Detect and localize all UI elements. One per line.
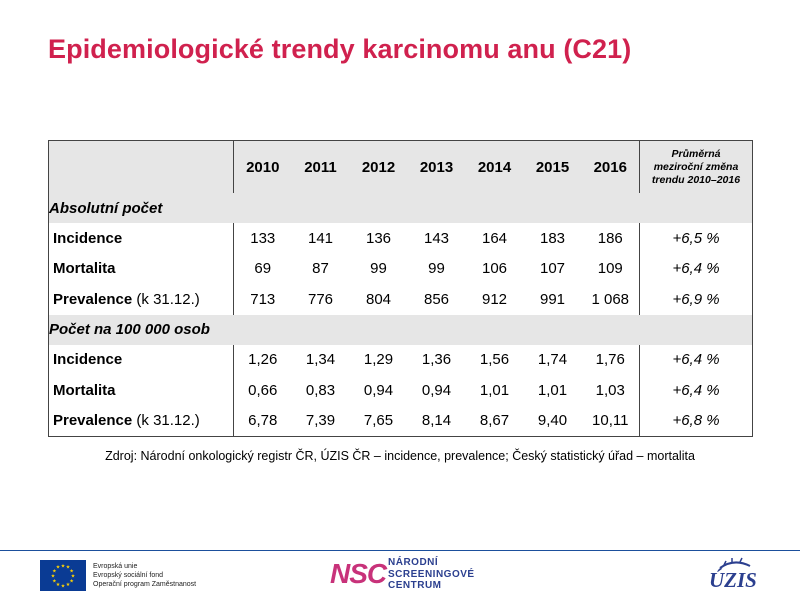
value-cell: 1,01 (479, 381, 510, 399)
eu-star-icon: ★ (55, 564, 61, 571)
trend-cell: +6,8 % (640, 406, 753, 437)
value-cell: 107 (539, 260, 566, 278)
value-cell: 87 (312, 260, 329, 278)
eu-star-icon: ★ (55, 581, 61, 588)
value-cell: 776 (307, 290, 334, 308)
eu-star-icon: ★ (52, 568, 57, 575)
trend-cell: +6,4 % (640, 345, 753, 376)
nsc-letters: NSC (330, 558, 387, 589)
trend-header-line: meziroční změna (653, 160, 739, 173)
nsc-line: CENTRUM (388, 580, 442, 591)
value-cell: 109 (597, 260, 623, 278)
value-cell: 991 (539, 290, 566, 308)
nsc-line: NÁRODNÍ (388, 557, 439, 568)
row-label-main: Prevalence (53, 290, 133, 308)
value-cell: 7,39 (305, 412, 336, 430)
value-cell: 99 (428, 260, 445, 278)
section-label: Absolutní počet (49, 193, 753, 223)
row-label-main: Incidence (53, 351, 123, 369)
eu-text (93, 562, 196, 589)
value-cell: 10,11 (592, 412, 629, 430)
trend-cell: +6,9 % (640, 284, 753, 315)
value-cell: 1,26 (248, 351, 278, 369)
eu-star-icon: ★ (60, 583, 66, 590)
row-label-main: Mortalita (53, 381, 116, 399)
value-cell: 1,56 (479, 351, 510, 369)
value-cell: 1 068 (591, 290, 630, 308)
table-row (49, 375, 753, 406)
table-row (49, 345, 753, 376)
eu-star-icon: ★ (60, 563, 66, 570)
trend-header (640, 141, 753, 194)
table-row (49, 254, 753, 285)
year-header: 2010 (234, 141, 292, 194)
eu-text-line: Operační program Zaměstnanost (93, 581, 197, 588)
row-label-main: Incidence (53, 229, 123, 247)
row-label (49, 284, 234, 315)
year-header: 2012 (350, 141, 408, 194)
value-cell: 1,36 (421, 351, 452, 369)
table-row (49, 406, 753, 437)
value-cell: 713 (250, 290, 276, 308)
epidemiology-table (48, 140, 753, 437)
value-cell: 1,76 (595, 351, 625, 369)
eu-text-line: Evropský sociální fond (93, 572, 164, 579)
eu-star-icon: ★ (70, 573, 76, 580)
row-label (49, 345, 234, 376)
value-cell: 7,65 (363, 412, 394, 430)
row-label-suffix: (k 31.12.) (132, 290, 200, 308)
eu-star-icon: ★ (65, 581, 71, 588)
value-cell: 0,66 (248, 381, 278, 399)
value-cell: 69 (254, 260, 272, 278)
value-cell: 0,83 (305, 381, 336, 399)
eu-star-icon: ★ (65, 564, 71, 571)
value-cell: 804 (365, 290, 392, 308)
value-cell: 143 (423, 229, 450, 247)
year-header: 2014 (466, 141, 524, 194)
section-header-row (49, 193, 753, 223)
value-cell: 133 (250, 229, 276, 247)
row-label-main: Mortalita (53, 260, 116, 278)
row-label-suffix: (k 31.12.) (132, 412, 200, 430)
uzis-logo (706, 556, 762, 594)
eu-text-line: Evropská unie (93, 563, 138, 570)
eu-star-icon: ★ (69, 568, 74, 575)
value-cell: 164 (481, 229, 508, 247)
row-label-main: Prevalence (53, 412, 133, 430)
value-cell: 8,67 (479, 412, 510, 430)
eu-star-icon: ★ (69, 578, 74, 585)
row-label (49, 254, 234, 285)
section-label: Počet na 100 000 osob (49, 315, 753, 345)
value-cell: 912 (481, 290, 508, 308)
value-cell: 0,94 (363, 381, 394, 399)
footer-divider (0, 550, 800, 551)
table-row (49, 223, 753, 254)
nsc-logo (330, 556, 490, 594)
value-cell: 99 (370, 260, 387, 278)
eu-flag-icon (40, 560, 86, 591)
year-header: 2013 (408, 141, 466, 194)
row-label (49, 406, 234, 437)
year-header: 2011 (292, 141, 350, 194)
value-cell: 1,01 (537, 381, 568, 399)
value-cell: 136 (365, 229, 392, 247)
year-header: 2015 (524, 141, 582, 194)
eu-star-icon: ★ (52, 578, 57, 585)
value-cell: 856 (423, 290, 450, 308)
value-cell: 1,34 (305, 351, 336, 369)
value-cell: 1,29 (363, 351, 394, 369)
value-cell: 141 (307, 229, 334, 247)
table-header-row (49, 141, 753, 194)
value-cell: 106 (481, 260, 508, 278)
uzis-text: ÚZIS (709, 568, 757, 592)
page-title: Epidemiologické trendy karcinomu anu (C21) (48, 34, 632, 64)
trend-cell: +6,5 % (640, 223, 753, 254)
section-header-row (49, 315, 753, 345)
row-label (49, 375, 234, 406)
source-note: Zdroj: Národní onkologický registr ČR, ÚZIS ČR – incidence, prevalence; Český statistický úřad – mortalita (105, 449, 695, 463)
eu-star-icon: ★ (50, 573, 56, 580)
value-cell: 8,14 (421, 412, 452, 430)
value-cell: 9,40 (537, 412, 568, 430)
value-cell: 186 (597, 229, 623, 247)
value-cell: 1,74 (537, 351, 568, 369)
table-row (49, 284, 753, 315)
value-cell: 1,03 (595, 381, 625, 399)
trend-cell: +6,4 % (640, 375, 753, 406)
trend-cell: +6,4 % (640, 254, 753, 285)
value-cell: 183 (539, 229, 566, 247)
year-header: 2016 (582, 141, 640, 194)
row-label (49, 223, 234, 254)
value-cell: 6,78 (248, 412, 278, 430)
trend-header-line: Průměrná (671, 147, 721, 160)
value-cell: 0,94 (421, 381, 452, 399)
trend-header-line: trendu 2010–2016 (651, 173, 741, 186)
header-label-cell (49, 141, 234, 194)
nsc-line: SCREENINGOVÉ (388, 568, 475, 580)
